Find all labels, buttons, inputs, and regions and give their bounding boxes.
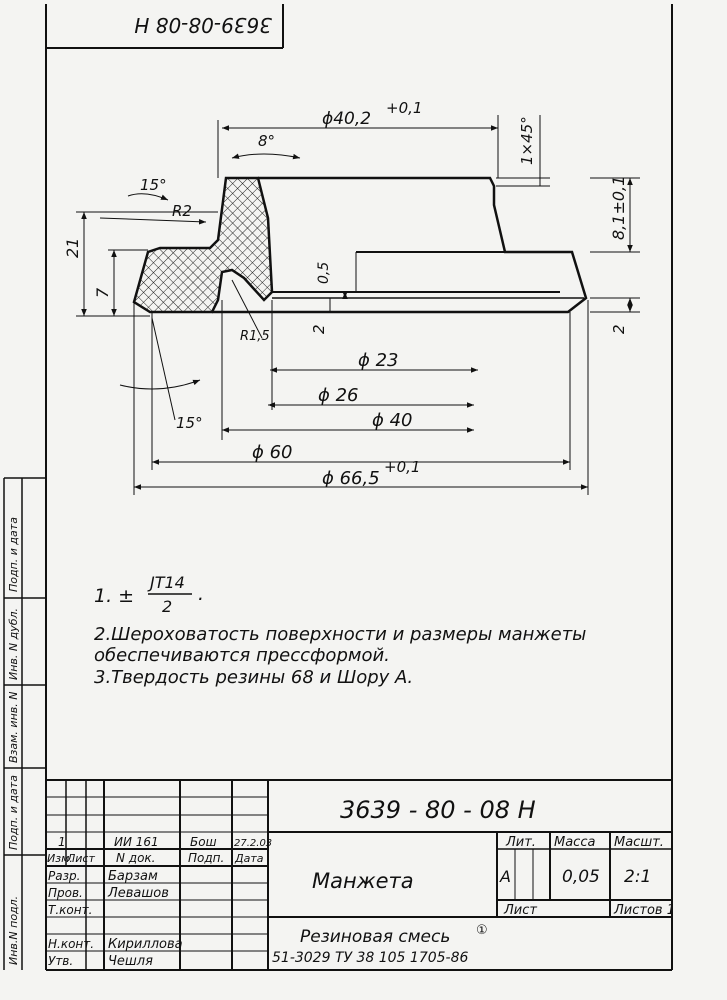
dim-r2: R2 bbox=[172, 202, 192, 220]
dim-d60: ϕ 60 bbox=[252, 442, 293, 463]
designation: 3639 - 80 - 08 H bbox=[340, 796, 536, 824]
dim-angle-15-top: 15° bbox=[140, 176, 167, 194]
section-hatch bbox=[134, 178, 272, 312]
mass-value: 0,05 bbox=[562, 867, 600, 887]
col-podp: Подп. bbox=[188, 851, 225, 865]
name-0: Барзам bbox=[108, 869, 158, 884]
name-1: Левашов bbox=[108, 886, 169, 901]
side-label-1: Инв.N подл. bbox=[7, 895, 20, 965]
lit-value: A bbox=[500, 867, 511, 886]
role-0: Разр. bbox=[48, 869, 81, 883]
dim-chamfer: 1×45° bbox=[518, 116, 536, 165]
note-2-line-2: обеспечиваются прессформой. bbox=[94, 645, 390, 666]
material-revision-mark: ① bbox=[476, 923, 488, 938]
dim-angle-8: 8° bbox=[258, 132, 276, 150]
side-stamp-labels bbox=[7, 517, 20, 965]
dim-d66-5-tol: +0,1 bbox=[384, 458, 421, 476]
role-2: Т.конт. bbox=[48, 903, 93, 917]
side-label-2: Подп. и дата bbox=[7, 775, 20, 850]
dim-d66-5: ϕ 66,5 bbox=[322, 468, 380, 489]
dim-2-left: 2 bbox=[310, 324, 328, 334]
dim-8-1: 8,1±0,1 bbox=[609, 175, 628, 240]
top-stamp-designation: 3639-08-08 H bbox=[134, 13, 272, 37]
title-block-texts bbox=[47, 796, 675, 969]
dim-d40-2: ϕ40,2 bbox=[322, 109, 372, 129]
note-1-suffix: . bbox=[198, 583, 205, 605]
sheets-label: Листов 1 bbox=[614, 903, 675, 918]
sheet-label: Лист bbox=[504, 903, 537, 918]
part-name: Манжета bbox=[312, 869, 414, 893]
header-mass: Масса bbox=[554, 835, 596, 850]
dim-height-7: 7 bbox=[93, 287, 112, 298]
header-lit: Лит. bbox=[506, 835, 536, 850]
material-line-2: 51-3029 ТУ 38 105 1705-86 bbox=[272, 950, 469, 966]
scale-value: 2:1 bbox=[624, 867, 652, 887]
col-izm: Изм. bbox=[47, 852, 73, 865]
role-1: Пров. bbox=[48, 886, 83, 900]
note-1-numerator: JT14 bbox=[150, 573, 185, 592]
dim-0-5: 0,5 bbox=[316, 261, 332, 284]
dim-d26: ϕ 26 bbox=[318, 385, 359, 406]
dim-height-21: 21 bbox=[63, 237, 82, 258]
change-doc: ИИ 161 bbox=[114, 835, 159, 849]
side-label-4: Инв. N дубл. bbox=[7, 607, 20, 680]
dim-d23: ϕ 23 bbox=[358, 350, 399, 371]
dim-d40: ϕ 40 bbox=[372, 410, 413, 431]
dim-angle-15-bottom: 15° bbox=[176, 414, 203, 432]
side-label-5: Подп. и дата bbox=[7, 517, 20, 592]
side-label-3: Взам. инв. N bbox=[7, 691, 20, 763]
technical-notes bbox=[94, 573, 586, 688]
dim-2-right: 2 bbox=[610, 324, 628, 334]
note-3: 3.Твердость резины 68 и Шору А. bbox=[94, 667, 414, 688]
name-5: Чешля bbox=[108, 954, 153, 969]
material-line-1: Резиновая смесь bbox=[300, 927, 451, 947]
dim-r1-5: R1,5 bbox=[240, 329, 270, 344]
role-5: Утв. bbox=[48, 954, 74, 968]
col-ndoc: N док. bbox=[116, 851, 156, 865]
dim-d40-2-tol: +0,1 bbox=[386, 99, 423, 117]
change-sign: Бош bbox=[190, 835, 217, 849]
col-list: Лист bbox=[67, 852, 95, 865]
header-scale: Масшт. bbox=[614, 835, 664, 850]
change-date: 27.2.03 bbox=[234, 838, 273, 849]
col-data: Дата bbox=[235, 852, 264, 865]
note-2-line-1: 2.Шероховатость поверхности и размеры манжеты bbox=[94, 624, 587, 645]
note-1-prefix: 1. ± bbox=[94, 585, 135, 607]
change-number: 1 bbox=[58, 835, 66, 849]
role-4: Н.конт. bbox=[48, 937, 95, 951]
name-4: Кириллова bbox=[108, 937, 183, 952]
note-1-denominator: 2 bbox=[162, 597, 173, 616]
